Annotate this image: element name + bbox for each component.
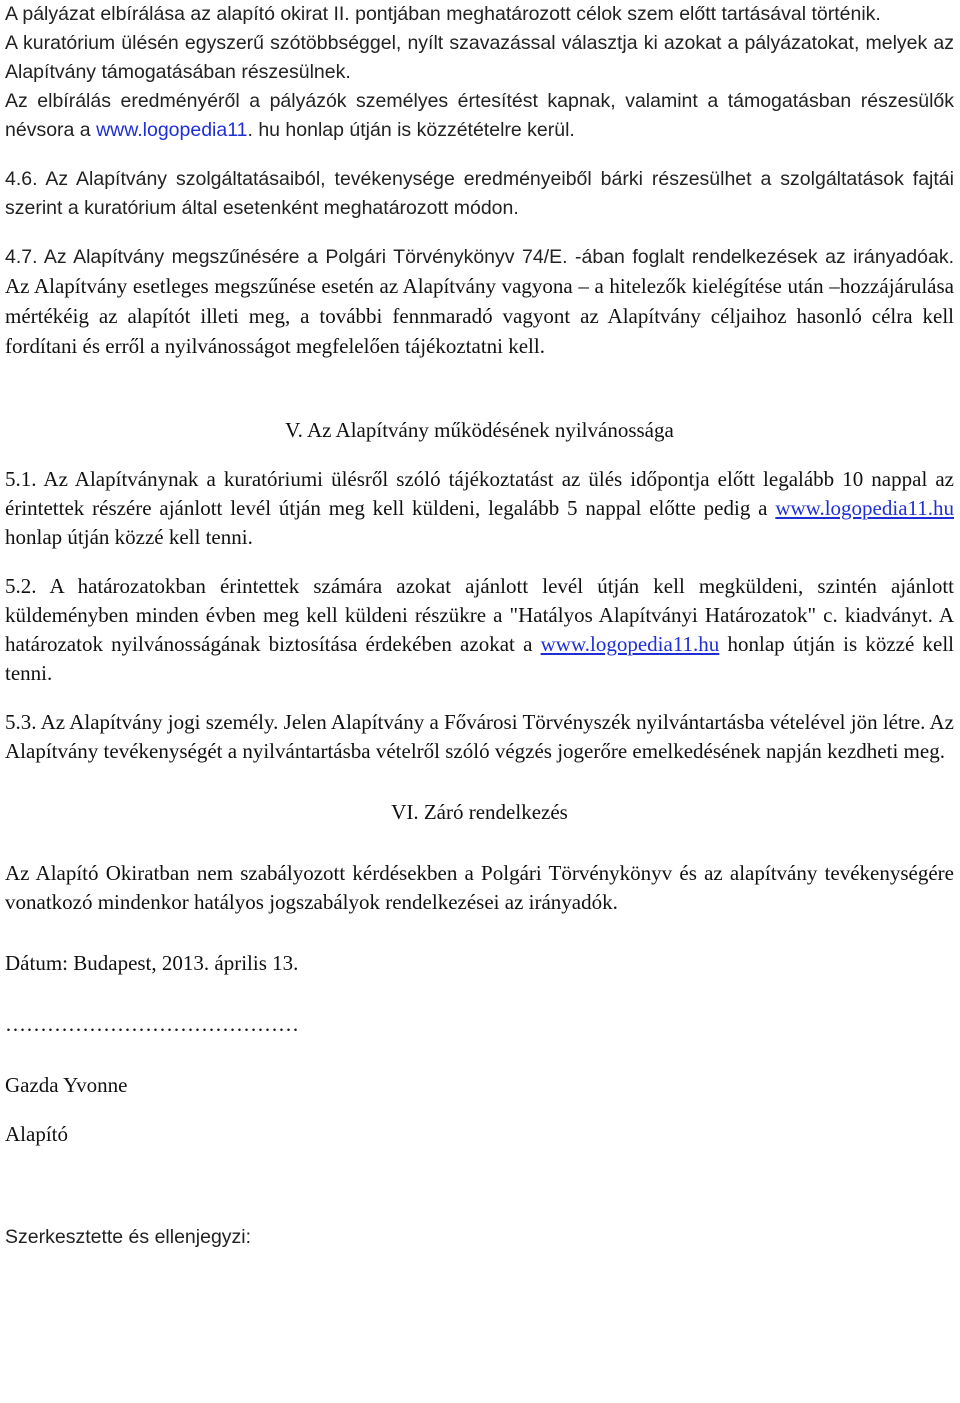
paragraph-4-6: 4.6. Az Alapítvány szolgáltatásaiból, tevékenysége eredményeiből bárki részesülhet a szolgáltatások fajtái szerint a kuratórium által esetenként meghatározott módon. [5, 168, 954, 219]
section-heading-vi: VI. Záró rendelkezés [391, 800, 568, 824]
paragraph-5-1-text: 5.1. Az Alapítványnak a kuratóriumi ülésről szóló tájékoztatást az ülés időpontja előtt legalább 10 nappal az érintettek részére ajánlott levél útján meg kell küldeni, legalább 5 nappal előtte pedig a [5, 467, 954, 520]
paragraph-5-2-end: honlap útján is közzé kell tenni. [5, 632, 955, 685]
signature-line: …………………………………… [5, 1012, 299, 1036]
closing-provision: Az Alapító Okiratban nem szabályozott kérdésekben a Polgári Törvénykönyv és az alapítvány tevékenységére vonatkozó mindenkor hatályos jogszabályok rendelkezései az irányadók. [5, 861, 954, 914]
evaluation-sentence-1: A pályázat elbírálása az alapító okirat II. pontjában meghatározott célok szem előtt tartásával történik. [5, 3, 881, 25]
website-link-5-1[interactable]: www.logopedia11.hu [775, 496, 954, 520]
paragraph-4-7-sentence-2: Az Alapítvány esetleges megszűnése esetén az Alapítvány vagyona – a hitelezők kielégítése után –hozzájárulása mértékéig az alapítót illeti meg, a további fennmaradó vagyont az Alapítvány céljaihoz hasonló célra kell fordítani és erről a nyilvánosságot megfelelően tájékoztatni kell. [5, 274, 954, 358]
section-heading-v: V. Az Alapítvány működésének nyilvánossága [285, 418, 674, 442]
paragraph-evaluation [5, 0, 954, 145]
paragraph-5-2 [5, 572, 954, 688]
paragraph-4-7 [5, 243, 954, 362]
signer-role: Alapító [5, 1122, 68, 1146]
edited-by-label: Szerkesztette és ellenjegyzi: [5, 1226, 252, 1248]
paragraph-4-7-sentence-1: 4.7. Az Alapítvány megszűnésére a Polgári Törvénykönyv 74/E. -ában foglalt rendelkezések az irányadóak. [5, 246, 954, 268]
paragraph-5-3: 5.3. Az Alapítvány jogi személy. Jelen Alapítvány a Fővárosi Törvényszék nyilvántartásba vételével jön létre. Az Alapítvány tevékenységét a nyilvántartásba vételről szóló végzés jogerőre emelkedésének napján kezdheti meg. [5, 710, 954, 763]
date-line: Dátum: Budapest, 2013. április 13. [5, 951, 299, 975]
paragraph-5-1 [5, 465, 954, 552]
evaluation-sentence-2: A kuratórium ülésén egyszerű szótöbbséggel, nyílt szavazással választja ki azokat a pályázatokat, melyek az Alapítvány támogatásában részesülnek. [5, 32, 954, 83]
evaluation-sentence-3: Az elbírálás eredményéről a pályázók személyes értesítést kapnak, valamint a támogatásban részesülők névsora a [5, 90, 954, 141]
paragraph-5-1-end: honlap útján közzé kell tenni. [5, 525, 253, 549]
paragraph-5-2-text: 5.2. A határozatokban érintettek számára azokat ajánlott levél útján kell megküldeni, szintén ajánlott küldeményben minden évben meg kell küldeni részükre a "Hatályos Alapítványi Határozatok" c. kiadványt. A határozatok nyilvánosságának biztosítása érdekében azokat a [5, 574, 954, 656]
evaluation-sentence-3-end: . hu honlap útján is közzétételre kerül. [247, 119, 575, 141]
website-link[interactable]: www.logopedia11 [96, 119, 248, 141]
website-link-5-2[interactable]: www.logopedia11.hu [540, 632, 720, 656]
signer-name: Gazda Yvonne [5, 1073, 128, 1097]
document-page [5, 0, 954, 1252]
